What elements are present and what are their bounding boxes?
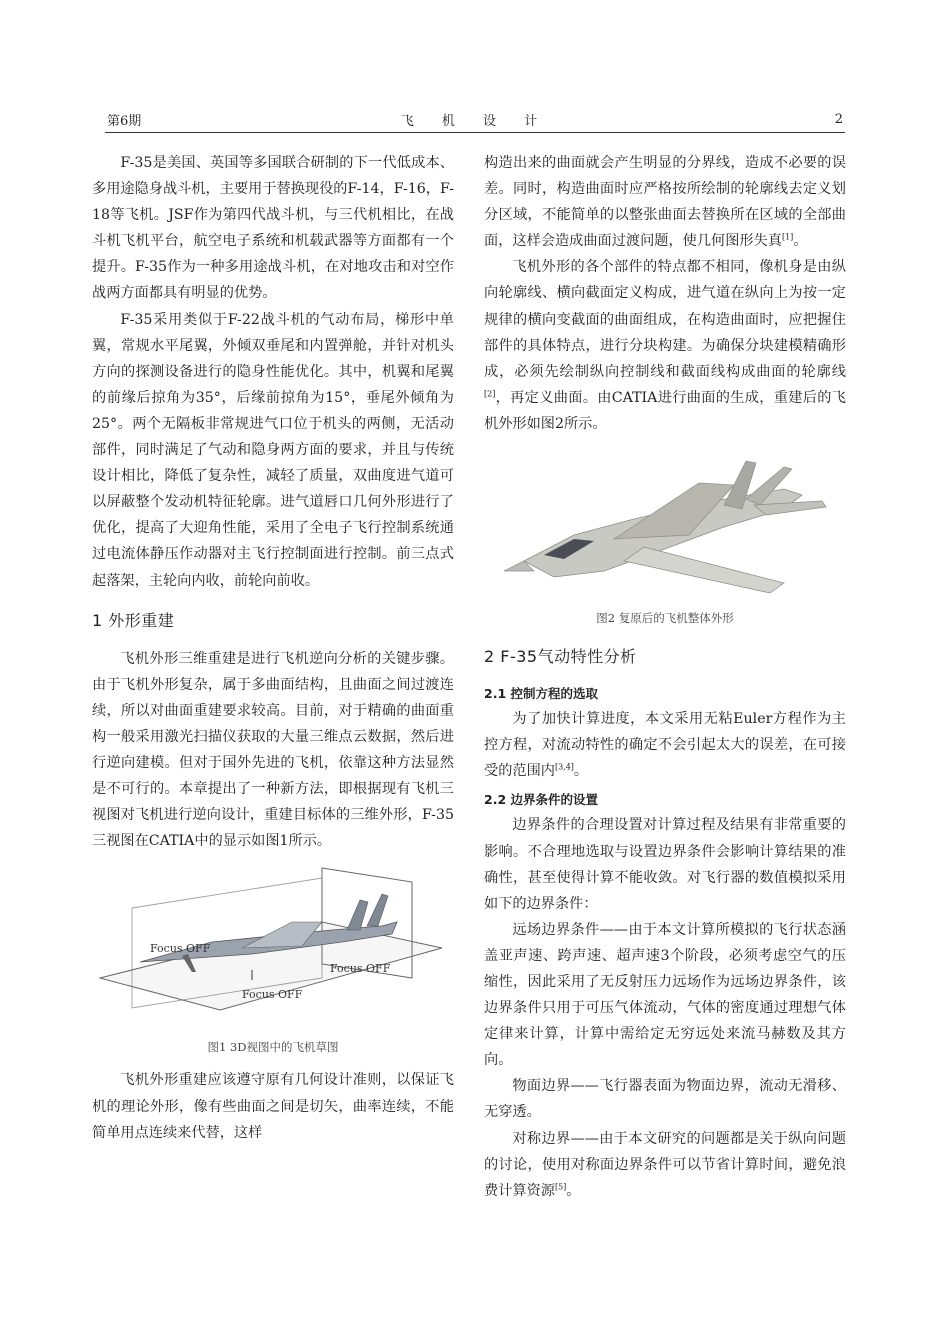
- journal-title: 飞 机 设 计: [400, 114, 550, 129]
- page-header: [105, 108, 845, 133]
- figure-2-caption: 图2 复原后的飞机整体外形: [596, 611, 734, 626]
- paragraph: 远场边界条件——由于本文计算所模拟的飞行状态涵盖亚声速、跨声速、超声速3个阶段，必须考虑空气的压缩性，因此采用了无反射压力远场作为远场边界条件，该边界条件只用于可压气体流动，气体的密度通过理想气体定律来计算，计算中需给定无穷远处来流马赫数及其方向。: [484, 921, 846, 1069]
- paragraph: 为了加快计算进度，本文采用无粘Euler方程作为主控方程，对流动特性的确定不会引起太大的误差，在可接受的范围内[3,4]。: [484, 711, 846, 780]
- aircraft-sketch-3d-view: [92, 860, 454, 1035]
- paragraph: 构造出来的曲面就会产生明显的分界线，造成不必要的误差。同时，构造曲面时应严格按所绘制的轮廓线去定义划分区域，不能简单的以整张曲面去替换所在区域的全部曲面，这样会造成曲面过渡问题，使几何图形失真[1]。: [484, 155, 846, 250]
- reconstructed-aircraft-image: [484, 443, 846, 608]
- paragraph: F-35采用类似于F-22战斗机的气动布局，梯形中单翼，常规水平尾翼，外倾双垂尾和内置弹舱，并针对机头方向的探测设备进行的隐身性能优化。其中，机翼和尾翼的前缘后掠角为35°，后缘前掠角为15°，垂尾外倾角为25°。两个无隔板非常规进气口位于机头的两侧，无活动部件，同时满足了气动和隐身两方面的要求，并且与传统设计相比，降低了复杂性，减轻了质量，双曲度进气道可以屏蔽整个发动机特征轮廓。进气道唇口几何外形进行了优化，提高了大迎角性能，采用了全电子飞行控制系统通过电流体静压作动器对主飞行控制面进行控制。前三点式起落架，主轮向内收，前轮向前收。: [92, 311, 454, 589]
- subsection-title: 2.1 控制方程的选取: [484, 686, 598, 702]
- paragraph: 飞机外形重建应该遵守原有几何设计准则，以保证飞机的理论外形，像有些曲面之间是切矢，曲率连续，不能简单用点连续来代替，这样: [92, 1072, 454, 1141]
- paragraph: 对称边界——由于本文研究的问题都是关于纵向问题的讨论，使用对称面边界条件可以节省计算时间，避免浪费计算资源[5]。: [484, 1130, 846, 1199]
- page-number: 2: [834, 112, 843, 127]
- section-title: 1 外形重建: [92, 610, 175, 630]
- paragraph: 飞机外形的各个部件的特点都不相同，像机身是由纵向轮廓线、横向截面定义构成，进气道在纵向上为按一定规律的横向变截面的曲面组成，在构造曲面时，应把握住部件的具体特点，进行分块构建。为确保分块建模精确形成，必须先绘制纵向控制线和截面线构成曲面的轮廓线[2]，再定义曲面。由CATIA进行曲面的生成，重建后的飞机外形如图2所示。: [484, 259, 846, 432]
- paragraph: 飞机外形三维重建是进行飞机逆向分析的关键步骤。由于飞机外形复杂，属于多曲面结构，且曲面之间过渡连续，所以对曲面重建要求较高。目前，对于精确的曲面重构一般采用激光扫描仪获取的大量三维点云数据，然后进行逆向建模。但对于国外先进的飞机，依靠这种方法显然是不可行的。本章提出了一种新方法，即根据现有飞机三视图对飞机进行逆向设计，重建目标体的三维外形，F-35三视图在CATIA中的显示如图1所示。: [92, 650, 454, 850]
- focus-label: Focus OFF: [242, 988, 303, 1002]
- citation: [2]: [484, 389, 496, 399]
- figure-1-caption: 图1 3D视图中的飞机草图: [207, 1040, 339, 1055]
- section-title: 2 F-35气动特性分析: [484, 647, 637, 667]
- right-column: [484, 150, 846, 1204]
- paragraph: F-35是美国、英国等多国联合研制的下一代低成本、多用途隐身战斗机，主要用于替换现役的F-14，F-16，F-18等飞机。JSF作为第四代战斗机，与三代机相比，在战斗机飞机平台，航空电子系统和机载武器等方面都有一个提升。F-35作为一种多用途战斗机，在对地攻击和对空作战两方面都具有明显的优势。: [92, 155, 454, 302]
- focus-label: Focus OFF: [330, 962, 391, 976]
- paragraph: 物面边界——飞行器表面为物面边界，流动无滑移、无穿透。: [484, 1078, 846, 1121]
- focus-label: Focus OFF: [150, 942, 211, 956]
- issue-number: 第6期: [107, 114, 142, 129]
- left-column: [92, 150, 454, 1146]
- citation: [5]: [554, 1181, 567, 1191]
- citation: [1]: [781, 232, 794, 242]
- subsection-title: 2.2 边界条件的设置: [484, 792, 598, 808]
- figure-2: [484, 443, 846, 608]
- paragraph: 边界条件的合理设置对计算过程及结果有非常重要的影响。不合理地选取与设置边界条件会影响计算结果的准确性，甚至使得计算不能收敛。对飞行器的数值模拟采用如下的边界条件：: [484, 817, 846, 912]
- figure-1: [92, 860, 454, 1035]
- citation: [3,4]: [554, 762, 574, 772]
